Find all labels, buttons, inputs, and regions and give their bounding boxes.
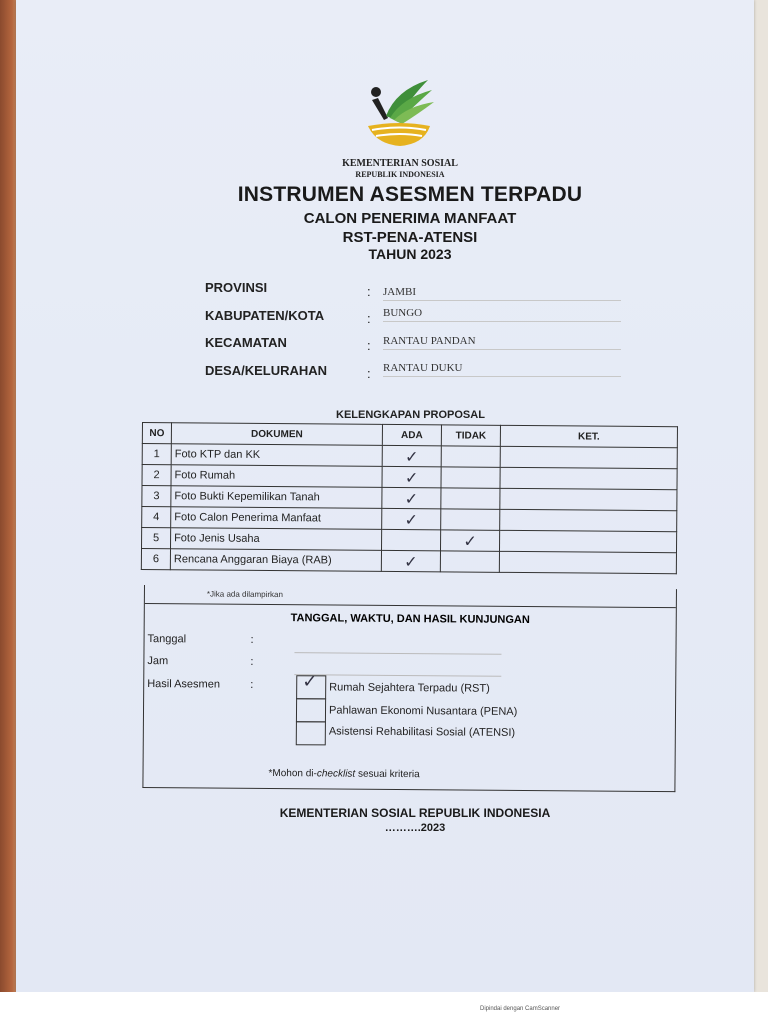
row-ket — [500, 488, 677, 510]
provinsi-label: PROVINSI — [205, 280, 268, 295]
row-ada-check: ✓ — [382, 508, 441, 529]
footnote-emphasis: checklist — [316, 768, 356, 780]
col-header-ket: KET. — [500, 425, 677, 447]
row-ket — [500, 467, 677, 489]
document-subtitle-1: CALON PENERIMA MANFAAT — [303, 210, 517, 227]
col-header-no: NO — [142, 423, 171, 444]
row-document: Foto Jenis Usaha — [171, 528, 382, 551]
row-ada-check — [381, 529, 440, 550]
row-ket — [500, 446, 677, 468]
option-pena-checkbox — [296, 698, 326, 722]
row-tidak-check — [441, 488, 500, 509]
col-header-tidak: TIDAK — [441, 425, 500, 446]
visit-section — [142, 585, 677, 792]
table-row — [141, 549, 676, 574]
footnote-post: sesuai kriteria — [355, 768, 420, 781]
row-no: 5 — [142, 528, 171, 549]
desa-colon: : — [367, 366, 371, 381]
document-title: INSTRUMEN ASESMEN TERPADU — [237, 183, 583, 206]
row-tidak-check — [441, 509, 500, 530]
proposal-table — [141, 422, 678, 574]
scanner-watermark: Dipindai dengan CamScanner — [480, 1006, 561, 1012]
jam-colon: : — [250, 655, 254, 668]
visit-section-title: TANGGAL, WAKTU, DAN HASIL KUNJUNGAN — [290, 612, 530, 627]
row-document: Foto Bukti Kepemilikan Tanah — [171, 486, 382, 509]
row-ket — [499, 530, 676, 552]
footer-organization: KEMENTERIAN SOSIAL REPUBLIK INDONESIA — [279, 806, 551, 820]
proposal-section-title: KELENGKAPAN PROPOSAL — [336, 409, 485, 421]
attachment-note: *Jika ada dilampirkan — [206, 589, 284, 600]
tanggal-colon: : — [250, 633, 254, 646]
row-tidak-check: ✓ — [440, 530, 499, 551]
row-ada-check: ✓ — [381, 550, 440, 571]
row-document: Foto Calon Penerima Manfaat — [171, 507, 382, 530]
kecamatan-colon: : — [367, 338, 371, 353]
row-no: 6 — [141, 549, 170, 570]
row-ket — [499, 551, 676, 573]
kabupaten-label: KABUPATEN/KOTA — [205, 308, 325, 323]
option-rst-label: Rumah Sejahtera Terpadu (RST) — [329, 681, 490, 695]
document-subtitle-3: TAHUN 2023 — [368, 246, 452, 262]
row-document: Foto KTP dan KK — [171, 444, 382, 467]
row-tidak-check — [441, 467, 500, 488]
desa-label: DESA/KELURAHAN — [205, 363, 328, 378]
tanggal-label: Tanggal — [147, 633, 187, 646]
kabupaten-value: BUNGO — [383, 307, 621, 322]
option-rst-check-icon: ✓ — [302, 671, 318, 693]
row-no: 3 — [142, 486, 171, 507]
row-tidak-check — [441, 446, 500, 467]
row-tidak-check — [440, 551, 499, 572]
row-no: 2 — [142, 465, 171, 486]
desa-value: RANTAU DUKU — [383, 362, 621, 377]
row-no: 1 — [142, 444, 171, 465]
kecamatan-label: KECAMATAN — [205, 335, 287, 350]
row-ket — [500, 509, 677, 531]
option-atensi-checkbox — [296, 721, 326, 745]
row-ada-check: ✓ — [382, 466, 441, 487]
kecamatan-value: RANTAU PANDAN — [383, 335, 621, 350]
ministry-country: REPUBLIK INDONESIA — [355, 170, 445, 179]
hasil-asesmen-label: Hasil Asesmen — [147, 678, 221, 691]
tanggal-field — [294, 652, 501, 655]
jam-label: Jam — [147, 655, 169, 668]
row-document: Rencana Anggaran Biaya (RAB) — [170, 549, 381, 572]
checklist-footnote — [268, 768, 419, 780]
row-no: 4 — [142, 507, 171, 528]
document-subtitle-2: RST-PENA-ATENSI — [342, 229, 478, 246]
footnote-pre: *Mohon di- — [268, 767, 317, 780]
option-atensi-label: Asistensi Rehabilitasi Sosial (ATENSI) — [328, 725, 516, 739]
col-header-dokumen: DOKUMEN — [171, 423, 382, 446]
ministry-logo — [362, 76, 438, 152]
row-ada-check: ✓ — [382, 487, 441, 508]
option-pena-label: Pahlawan Ekonomi Nusantara (PENA) — [328, 704, 518, 718]
kabupaten-colon: : — [367, 311, 371, 326]
row-document: Foto Rumah — [171, 465, 382, 488]
ministry-name: KEMENTERIAN SOSIAL — [342, 158, 458, 169]
scan-footer-strip — [0, 992, 768, 1024]
provinsi-value: JAMBI — [383, 286, 621, 301]
row-ada-check: ✓ — [382, 445, 441, 466]
section-divider — [145, 603, 676, 608]
footer-date-line: ……….2023 — [384, 822, 446, 834]
col-header-ada: ADA — [382, 424, 441, 445]
hasil-asesmen-colon: : — [250, 678, 254, 691]
provinsi-colon: : — [367, 284, 371, 299]
